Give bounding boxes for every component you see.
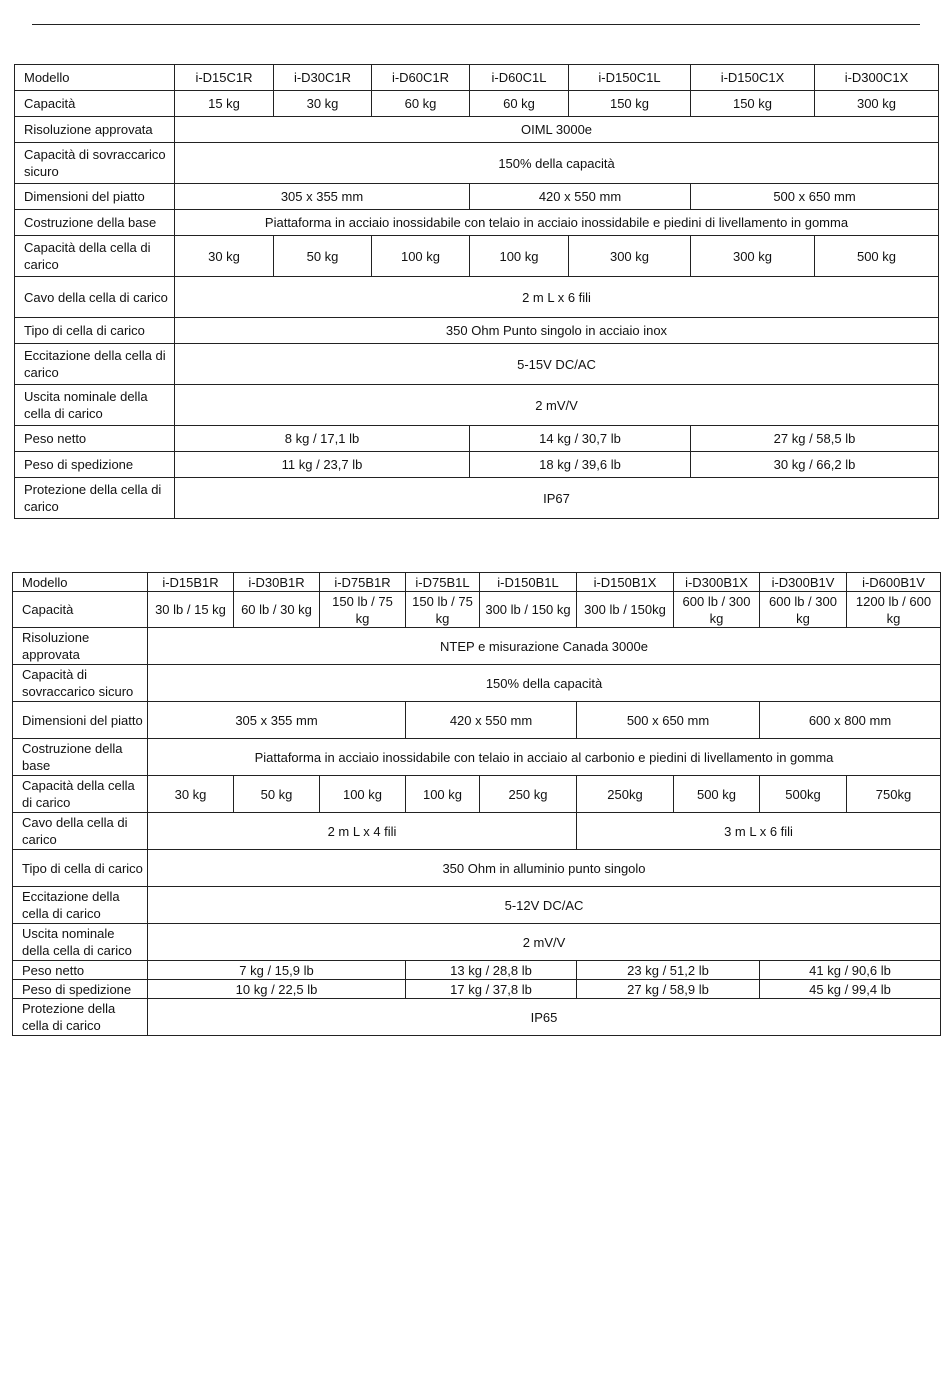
table-row bbox=[15, 91, 939, 117]
table-cell: 500 x 650 mm bbox=[691, 184, 939, 210]
table-cell: 50 kg bbox=[234, 776, 320, 813]
table-cell: 18 kg / 39,6 lb bbox=[470, 452, 691, 478]
table-row bbox=[13, 573, 941, 592]
table-cell: 420 x 550 mm bbox=[470, 184, 691, 210]
table-cell: 15 kg bbox=[175, 91, 274, 117]
row-label: Cavo della cella di carico bbox=[15, 277, 175, 318]
table-row bbox=[15, 385, 939, 426]
spec-table-stainless bbox=[14, 64, 939, 519]
table-row bbox=[15, 478, 939, 519]
table-cell: 305 x 355 mm bbox=[148, 702, 406, 739]
model-cell: i-D15C1R bbox=[175, 65, 274, 91]
table-cell: 60 kg bbox=[372, 91, 470, 117]
table-cell: 100 kg bbox=[470, 236, 569, 277]
table-row bbox=[15, 236, 939, 277]
row-label: Costruzione della base bbox=[13, 739, 148, 776]
table-cell: 100 kg bbox=[372, 236, 470, 277]
model-cell: i-D30C1R bbox=[274, 65, 372, 91]
table-cell: 420 x 550 mm bbox=[406, 702, 577, 739]
table-row bbox=[13, 665, 941, 702]
spec-table-carbon bbox=[12, 572, 941, 1036]
table-row bbox=[15, 452, 939, 478]
table-cell: 10 kg / 22,5 lb bbox=[148, 980, 406, 999]
table-cell: NTEP e misurazione Canada 3000e bbox=[148, 628, 941, 665]
table-row bbox=[13, 924, 941, 961]
table-cell: 2 m L x 4 fili bbox=[148, 813, 577, 850]
row-label: Modello bbox=[13, 573, 148, 592]
model-cell: i-D150B1L bbox=[480, 573, 577, 592]
model-cell: i-D60C1L bbox=[470, 65, 569, 91]
table-row bbox=[13, 999, 941, 1036]
row-label: Costruzione della base bbox=[15, 210, 175, 236]
table-cell: 150 kg bbox=[691, 91, 815, 117]
table-cell: 150 kg bbox=[569, 91, 691, 117]
model-cell: i-D300B1V bbox=[760, 573, 847, 592]
table-cell: 300 kg bbox=[815, 91, 939, 117]
table-row bbox=[15, 143, 939, 184]
table-row bbox=[13, 887, 941, 924]
table-row bbox=[13, 961, 941, 980]
table-row bbox=[15, 344, 939, 385]
table-cell: 23 kg / 51,2 lb bbox=[577, 961, 760, 980]
table-cell: 300 kg bbox=[691, 236, 815, 277]
table-cell: 30 kg bbox=[148, 776, 234, 813]
table-cell: 30 kg bbox=[274, 91, 372, 117]
table-cell: 2 m L x 6 fili bbox=[175, 277, 939, 318]
table-cell: 2 mV/V bbox=[148, 924, 941, 961]
table-cell: 600 x 800 mm bbox=[760, 702, 941, 739]
row-label: Capacità di sovraccarico sicuro bbox=[15, 143, 175, 184]
row-label: Dimensioni del piatto bbox=[13, 702, 148, 739]
table-row bbox=[13, 592, 941, 628]
model-cell: i-D75B1L bbox=[406, 573, 480, 592]
model-cell: i-D150B1X bbox=[577, 573, 674, 592]
table-cell: IP67 bbox=[175, 478, 939, 519]
row-label: Eccitazione della cella di carico bbox=[13, 887, 148, 924]
table-row bbox=[15, 426, 939, 452]
row-label: Peso netto bbox=[13, 961, 148, 980]
row-label: Protezione della cella di carico bbox=[13, 999, 148, 1036]
table-row bbox=[13, 813, 941, 850]
table-cell: 60 kg bbox=[470, 91, 569, 117]
table-cell: 300 lb / 150 kg bbox=[480, 592, 577, 628]
table-cell: 2 mV/V bbox=[175, 385, 939, 426]
row-label: Dimensioni del piatto bbox=[15, 184, 175, 210]
table-row bbox=[15, 65, 939, 91]
row-label: Capacità bbox=[15, 91, 175, 117]
table-cell: 150% della capacità bbox=[148, 665, 941, 702]
table-cell: 8 kg / 17,1 lb bbox=[175, 426, 470, 452]
table-cell: 45 kg / 99,4 lb bbox=[760, 980, 941, 999]
row-label: Tipo di cella di carico bbox=[15, 318, 175, 344]
table-cell: 300 lb / 150kg bbox=[577, 592, 674, 628]
table-row bbox=[15, 210, 939, 236]
row-label: Risoluzione approvata bbox=[15, 117, 175, 143]
table-cell: 150% della capacità bbox=[175, 143, 939, 184]
table-cell: 500 kg bbox=[815, 236, 939, 277]
table-row bbox=[13, 702, 941, 739]
row-label: Uscita nominale della cella di carico bbox=[13, 924, 148, 961]
table-cell: 1200 lb / 600 kg bbox=[847, 592, 941, 628]
table-cell: 300 kg bbox=[569, 236, 691, 277]
table-row bbox=[13, 628, 941, 665]
table-cell: 100 kg bbox=[320, 776, 406, 813]
table-cell: 150 lb / 75 kg bbox=[320, 592, 406, 628]
row-label: Peso netto bbox=[15, 426, 175, 452]
table-cell: 7 kg / 15,9 lb bbox=[148, 961, 406, 980]
model-cell: i-D150C1X bbox=[691, 65, 815, 91]
table-row bbox=[13, 739, 941, 776]
table-cell: 30 kg bbox=[175, 236, 274, 277]
table-cell: 250kg bbox=[577, 776, 674, 813]
table-cell: OIML 3000e bbox=[175, 117, 939, 143]
row-label: Tipo di cella di carico bbox=[13, 850, 148, 887]
row-label: Risoluzione approvata bbox=[13, 628, 148, 665]
model-cell: i-D600B1V bbox=[847, 573, 941, 592]
table-cell: 250 kg bbox=[480, 776, 577, 813]
table-cell: 30 lb / 15 kg bbox=[148, 592, 234, 628]
row-label: Capacità bbox=[13, 592, 148, 628]
table-cell: 41 kg / 90,6 lb bbox=[760, 961, 941, 980]
table-cell: 50 kg bbox=[274, 236, 372, 277]
table-cell: 27 kg / 58,9 lb bbox=[577, 980, 760, 999]
table-cell: 500 x 650 mm bbox=[577, 702, 760, 739]
table-cell: 500kg bbox=[760, 776, 847, 813]
row-label: Eccitazione della cella di carico bbox=[15, 344, 175, 385]
table-cell: 600 lb / 300 kg bbox=[760, 592, 847, 628]
row-label: Protezione della cella di carico bbox=[15, 478, 175, 519]
table-cell: 13 kg / 28,8 lb bbox=[406, 961, 577, 980]
table-row bbox=[15, 184, 939, 210]
table-cell: 3 m L x 6 fili bbox=[577, 813, 941, 850]
row-label: Modello bbox=[15, 65, 175, 91]
table-cell: 500 kg bbox=[674, 776, 760, 813]
table-cell: 100 kg bbox=[406, 776, 480, 813]
table-row bbox=[15, 318, 939, 344]
table-row bbox=[15, 117, 939, 143]
model-cell: i-D300C1X bbox=[815, 65, 939, 91]
table-cell: 305 x 355 mm bbox=[175, 184, 470, 210]
table-cell: 11 kg / 23,7 lb bbox=[175, 452, 470, 478]
table-cell: 27 kg / 58,5 lb bbox=[691, 426, 939, 452]
model-cell: i-D60C1R bbox=[372, 65, 470, 91]
model-cell: i-D150C1L bbox=[569, 65, 691, 91]
row-label: Peso di spedizione bbox=[15, 452, 175, 478]
table-cell: IP65 bbox=[148, 999, 941, 1036]
row-label: Peso di spedizione bbox=[13, 980, 148, 999]
table-cell: 30 kg / 66,2 lb bbox=[691, 452, 939, 478]
row-label: Capacità della cella di carico bbox=[13, 776, 148, 813]
table-cell: 600 lb / 300 kg bbox=[674, 592, 760, 628]
table-cell: 17 kg / 37,8 lb bbox=[406, 980, 577, 999]
table-cell: 350 Ohm in alluminio punto singolo bbox=[148, 850, 941, 887]
table-cell: 150 lb / 75 kg bbox=[406, 592, 480, 628]
table-cell: 60 lb / 30 kg bbox=[234, 592, 320, 628]
table-cell: 5-12V DC/AC bbox=[148, 887, 941, 924]
row-label: Capacità della cella di carico bbox=[15, 236, 175, 277]
table-row bbox=[15, 277, 939, 318]
table-row bbox=[13, 850, 941, 887]
table-cell: 350 Ohm Punto singolo in acciaio inox bbox=[175, 318, 939, 344]
model-cell: i-D15B1R bbox=[148, 573, 234, 592]
table-cell: Piattaforma in acciaio inossidabile con telaio in acciaio al carbonio e piedini di livellamento in gomma bbox=[148, 739, 941, 776]
table-cell: 5-15V DC/AC bbox=[175, 344, 939, 385]
row-label: Uscita nominale della cella di carico bbox=[15, 385, 175, 426]
table-cell: 14 kg / 30,7 lb bbox=[470, 426, 691, 452]
model-cell: i-D30B1R bbox=[234, 573, 320, 592]
table-cell: 750kg bbox=[847, 776, 941, 813]
model-cell: i-D75B1R bbox=[320, 573, 406, 592]
table-cell: Piattaforma in acciaio inossidabile con telaio in acciaio inossidabile e piedini di livellamento in gomma bbox=[175, 210, 939, 236]
table-row bbox=[13, 776, 941, 813]
table-row bbox=[13, 980, 941, 999]
row-label: Capacità di sovraccarico sicuro bbox=[13, 665, 148, 702]
model-cell: i-D300B1X bbox=[674, 573, 760, 592]
page-header-rule bbox=[32, 24, 920, 25]
row-label: Cavo della cella di carico bbox=[13, 813, 148, 850]
